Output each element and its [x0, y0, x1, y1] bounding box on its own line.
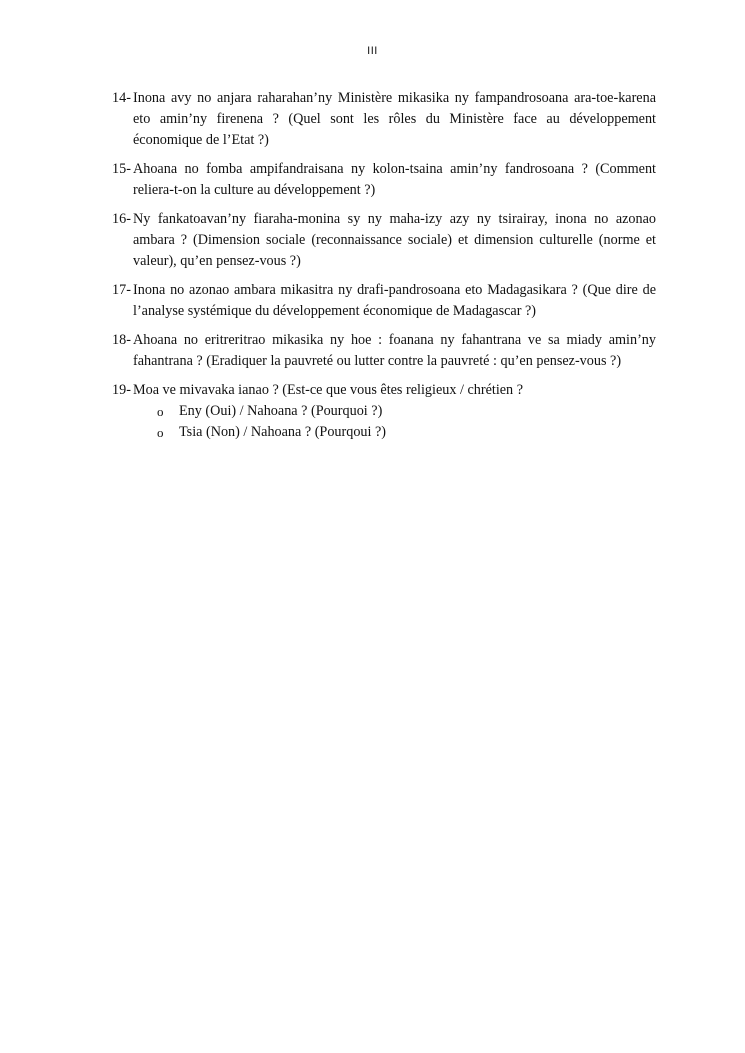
hollow-bullet-icon: o — [157, 404, 164, 419]
answer-option-no — [157, 422, 656, 443]
question-number: 16- — [112, 211, 131, 227]
hollow-bullet-icon: o — [157, 425, 164, 440]
question-text: Ahoana no fomba ampifandraisana ny kolon-tsaina amin’ny fandrosoana ? (Comment reliera-t-on la culture au développement ?) — [133, 161, 656, 198]
question-14 — [112, 88, 656, 151]
question-text: Ny fankatoavan’ny fiaraha-monina sy ny maha-izy azy ny tsirairay, inona no azonao ambara ? (Dimension sociale (reconnaissance sociale) et dimension culturelle (norme et valeur), qu’en pensez-vous ?) — [133, 211, 656, 269]
question-number: 18- — [112, 332, 131, 348]
answer-options — [133, 401, 656, 443]
question-text: Moa ve mivavaka ianao ? (Est-ce que vous êtes religieux / chrétien ? — [133, 382, 523, 398]
question-19 — [112, 380, 656, 443]
question-15 — [112, 159, 656, 201]
question-text: Inona avy no anjara raharahan’ny Ministère mikasika ny fampandrosoana ara-toe-karena eto amin’ny firenena ? (Quel sont les rôles du Ministère face au développement économique de l’Etat ?) — [133, 90, 656, 148]
questionnaire-list — [112, 88, 656, 451]
answer-option-yes — [157, 401, 656, 422]
answer-option-text: Tsia (Non) / Nahoana ? (Pourqoui ?) — [179, 424, 387, 440]
question-text: Inona no azonao ambara mikasitra ny drafi-pandrosoana eto Madagasikara ? (Que dire de l’analyse systémique du développement économique de Madagascar ?) — [133, 282, 656, 319]
question-17 — [112, 280, 656, 322]
question-number: 17- — [112, 282, 131, 298]
question-number: 19- — [112, 382, 131, 398]
question-number: 14- — [112, 90, 131, 106]
answer-option-text: Eny (Oui) / Nahoana ? (Pourquoi ?) — [179, 403, 383, 419]
question-16 — [112, 209, 656, 272]
question-18 — [112, 330, 656, 372]
question-body — [133, 380, 656, 443]
page-number: III — [367, 45, 378, 57]
question-text: Ahoana no eritreritrao mikasika ny hoe : foanana ny fahantrana ve sa miady amin’ny fahantrana ? (Eradiquer la pauvreté ou lutter contre la pauvreté : qu’en pensez-vous ?) — [133, 332, 656, 369]
question-number: 15- — [112, 161, 131, 177]
